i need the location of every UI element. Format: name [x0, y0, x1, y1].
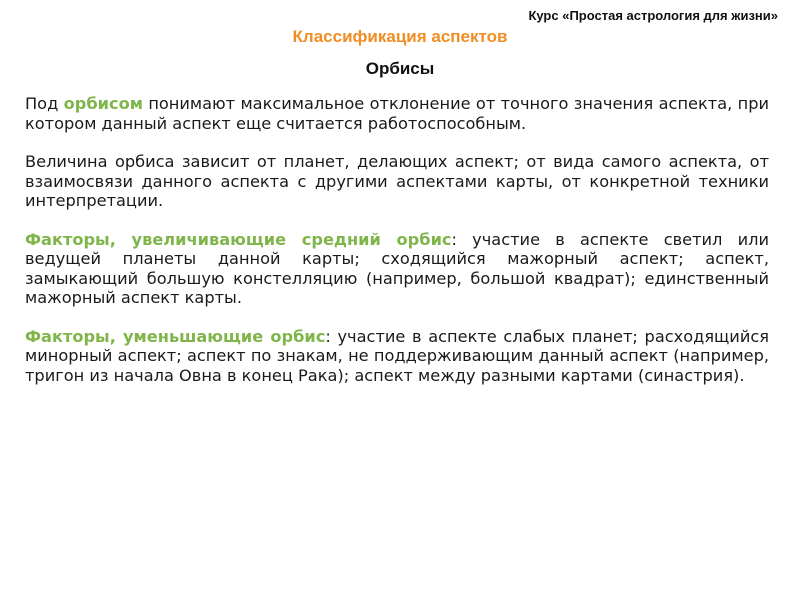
- course-name: Курс «Простая астрология для жизни»: [528, 8, 778, 23]
- paragraph-decreasing-factors: [25, 327, 769, 386]
- highlighted-term: орбисом: [63, 94, 143, 113]
- paragraph-text: : участие в аспекте светил или ведущей планеты данной карты; сходящийся мажорный аспект; аспект, замыкающий большую констелляцию (например, большой квадрат); единственный мажорный аспект карты.: [25, 229, 769, 307]
- highlighted-term: Факторы, уменьшающие орбис: [25, 326, 326, 346]
- paragraph-text: Под: [25, 94, 64, 113]
- highlighted-term: Факторы, увеличивающие средний орбис: [25, 229, 452, 249]
- section-subtitle: Орбисы: [365, 59, 435, 78]
- paragraph-text: понимают максимальное отклонение от точного значения аспекта, при котором данный аспект еще считается работоспособным.: [25, 94, 769, 133]
- page-title: Классификация аспектов: [292, 27, 508, 46]
- main-content: [25, 94, 769, 404]
- paragraph-text: : участие в аспекте слабых планет; расходящийся минорный аспект; аспект по знакам, не поддерживающим данный аспект (например, тригон из начала Овна в конец Рака); аспект между разными картами (синастрия).: [25, 326, 769, 385]
- paragraph-text: Величина орбиса зависит от планет, делающих аспект; от вида самого аспекта, от взаимосвязи данного аспекта с другими аспектами карты, от конкретной техники интерпретации.: [25, 152, 769, 210]
- paragraph-orbis-size: [25, 152, 769, 211]
- paragraph-increasing-factors: [25, 230, 769, 308]
- paragraph-orbis-definition: [25, 94, 769, 133]
